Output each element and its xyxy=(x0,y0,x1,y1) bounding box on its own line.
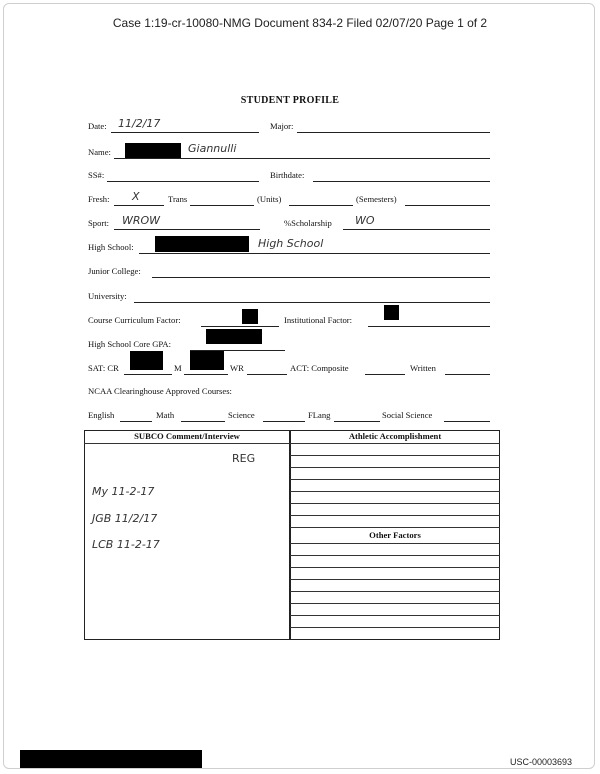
redaction-course-factor xyxy=(242,309,258,324)
written-line xyxy=(445,374,490,375)
subco-header: SUBCO Comment/Interview xyxy=(134,431,240,441)
scholarship-line xyxy=(343,229,490,230)
semesters-label: (Semesters) xyxy=(356,194,397,204)
date-handwritten: 11/2/17 xyxy=(118,117,161,130)
scholarship-handwritten: WO xyxy=(355,214,375,227)
other-factors-rule xyxy=(290,603,500,604)
flang-line xyxy=(334,421,380,422)
athletic-rule xyxy=(290,491,500,492)
sat-wr-label: WR xyxy=(230,363,244,373)
subco-note-reg: REG xyxy=(232,452,256,465)
redaction-first-name xyxy=(125,143,181,158)
university-label: University: xyxy=(88,291,127,301)
trans-line xyxy=(190,205,254,206)
other-factors-rule xyxy=(290,579,500,580)
date-line xyxy=(111,132,259,133)
junior-college-label: Junior College: xyxy=(88,266,141,276)
athletic-header-rule xyxy=(290,443,500,444)
date-label: Date: xyxy=(88,121,107,131)
scholarship-label: %Scholarship xyxy=(284,218,332,228)
social-science-label: Social Science xyxy=(382,410,433,420)
other-factors-rule xyxy=(290,567,500,568)
subco-header-rule xyxy=(84,443,290,444)
fresh-label: Fresh: xyxy=(88,194,110,204)
athletic-rule xyxy=(290,515,500,516)
redaction-gpa xyxy=(206,329,262,344)
athletic-rule xyxy=(290,503,500,504)
redaction-footer xyxy=(20,750,202,768)
birthdate-line xyxy=(313,181,490,182)
science-label: Science xyxy=(228,410,255,420)
athletic-rule xyxy=(290,479,500,480)
subco-note-line-1: My 11-2-17 xyxy=(92,485,155,498)
form-title: STUDENT PROFILE xyxy=(240,95,340,106)
other-factors-rule xyxy=(290,627,500,628)
redaction-sat-m xyxy=(190,351,224,370)
other-factors-header: Other Factors xyxy=(369,530,421,540)
course-curriculum-factor-line xyxy=(201,326,279,327)
high-school-line xyxy=(139,253,490,254)
subco-comment-box xyxy=(84,430,290,640)
sport-label: Sport: xyxy=(88,218,110,228)
ncaa-label: NCAA Clearinghouse Approved Courses: xyxy=(88,386,232,396)
flang-label: FLang xyxy=(308,410,331,420)
high-school-label: High School: xyxy=(88,242,134,252)
sat-cr-label: SAT: CR xyxy=(88,363,119,373)
high-school-handwritten: High School xyxy=(258,237,324,250)
bates-number: USC-00003693 xyxy=(509,757,572,767)
math-label: Math xyxy=(156,410,175,420)
other-factors-rule xyxy=(290,615,500,616)
sat-wr-line xyxy=(247,374,287,375)
birthdate-label: Birthdate: xyxy=(270,170,305,180)
case-header: Case 1:19-cr-10080-NMG Document 834-2 Filed 02/07/20 Page 1 of 2 xyxy=(112,16,488,30)
major-line xyxy=(297,132,490,133)
semesters-line xyxy=(405,205,490,206)
fresh-line xyxy=(114,205,164,206)
hs-core-gpa-label: High School Core GPA: xyxy=(88,339,171,349)
athletic-rule xyxy=(290,527,500,528)
other-factors-rule xyxy=(290,543,500,544)
act-composite-label: ACT: Composite xyxy=(290,363,349,373)
major-label: Major: xyxy=(270,121,294,131)
written-label: Written xyxy=(410,363,436,373)
ss-label: SS#: xyxy=(88,170,105,180)
redaction-institutional-factor xyxy=(384,305,399,320)
institutional-factor-line xyxy=(368,326,490,327)
athletic-header: Athletic Accomplishment xyxy=(348,431,442,441)
units-line xyxy=(289,205,353,206)
english-line xyxy=(120,421,152,422)
name-line xyxy=(114,158,490,159)
university-line xyxy=(134,302,490,303)
act-composite-line xyxy=(365,374,405,375)
junior-college-line xyxy=(152,277,490,278)
ss-line xyxy=(107,181,259,182)
name-label: Name: xyxy=(88,147,111,157)
sat-m-line xyxy=(184,374,228,375)
sat-m-label: M xyxy=(174,363,182,373)
course-curriculum-factor-label: Course Curriculum Factor: xyxy=(88,315,181,325)
institutional-factor-label: Institutional Factor: xyxy=(284,315,353,325)
fresh-handwritten: X xyxy=(132,190,140,203)
social-science-line xyxy=(444,421,490,422)
other-factors-rule xyxy=(290,591,500,592)
english-label: English xyxy=(88,410,115,420)
subco-note-line-3: LCB 11-2-17 xyxy=(92,538,160,551)
name-handwritten: Giannulli xyxy=(188,142,237,155)
units-label: (Units) xyxy=(257,194,282,204)
redaction-high-school xyxy=(155,236,249,252)
redaction-sat-cr xyxy=(130,351,163,370)
science-line xyxy=(263,421,305,422)
trans-label: Trans xyxy=(168,194,188,204)
other-factors-rule xyxy=(290,555,500,556)
sat-cr-line xyxy=(124,374,172,375)
athletic-rule xyxy=(290,455,500,456)
subco-note-line-2: JGB 11/2/17 xyxy=(92,512,158,525)
sport-handwritten: WROW xyxy=(122,214,161,227)
sport-line xyxy=(114,229,260,230)
athletic-rule xyxy=(290,467,500,468)
math-line xyxy=(181,421,225,422)
